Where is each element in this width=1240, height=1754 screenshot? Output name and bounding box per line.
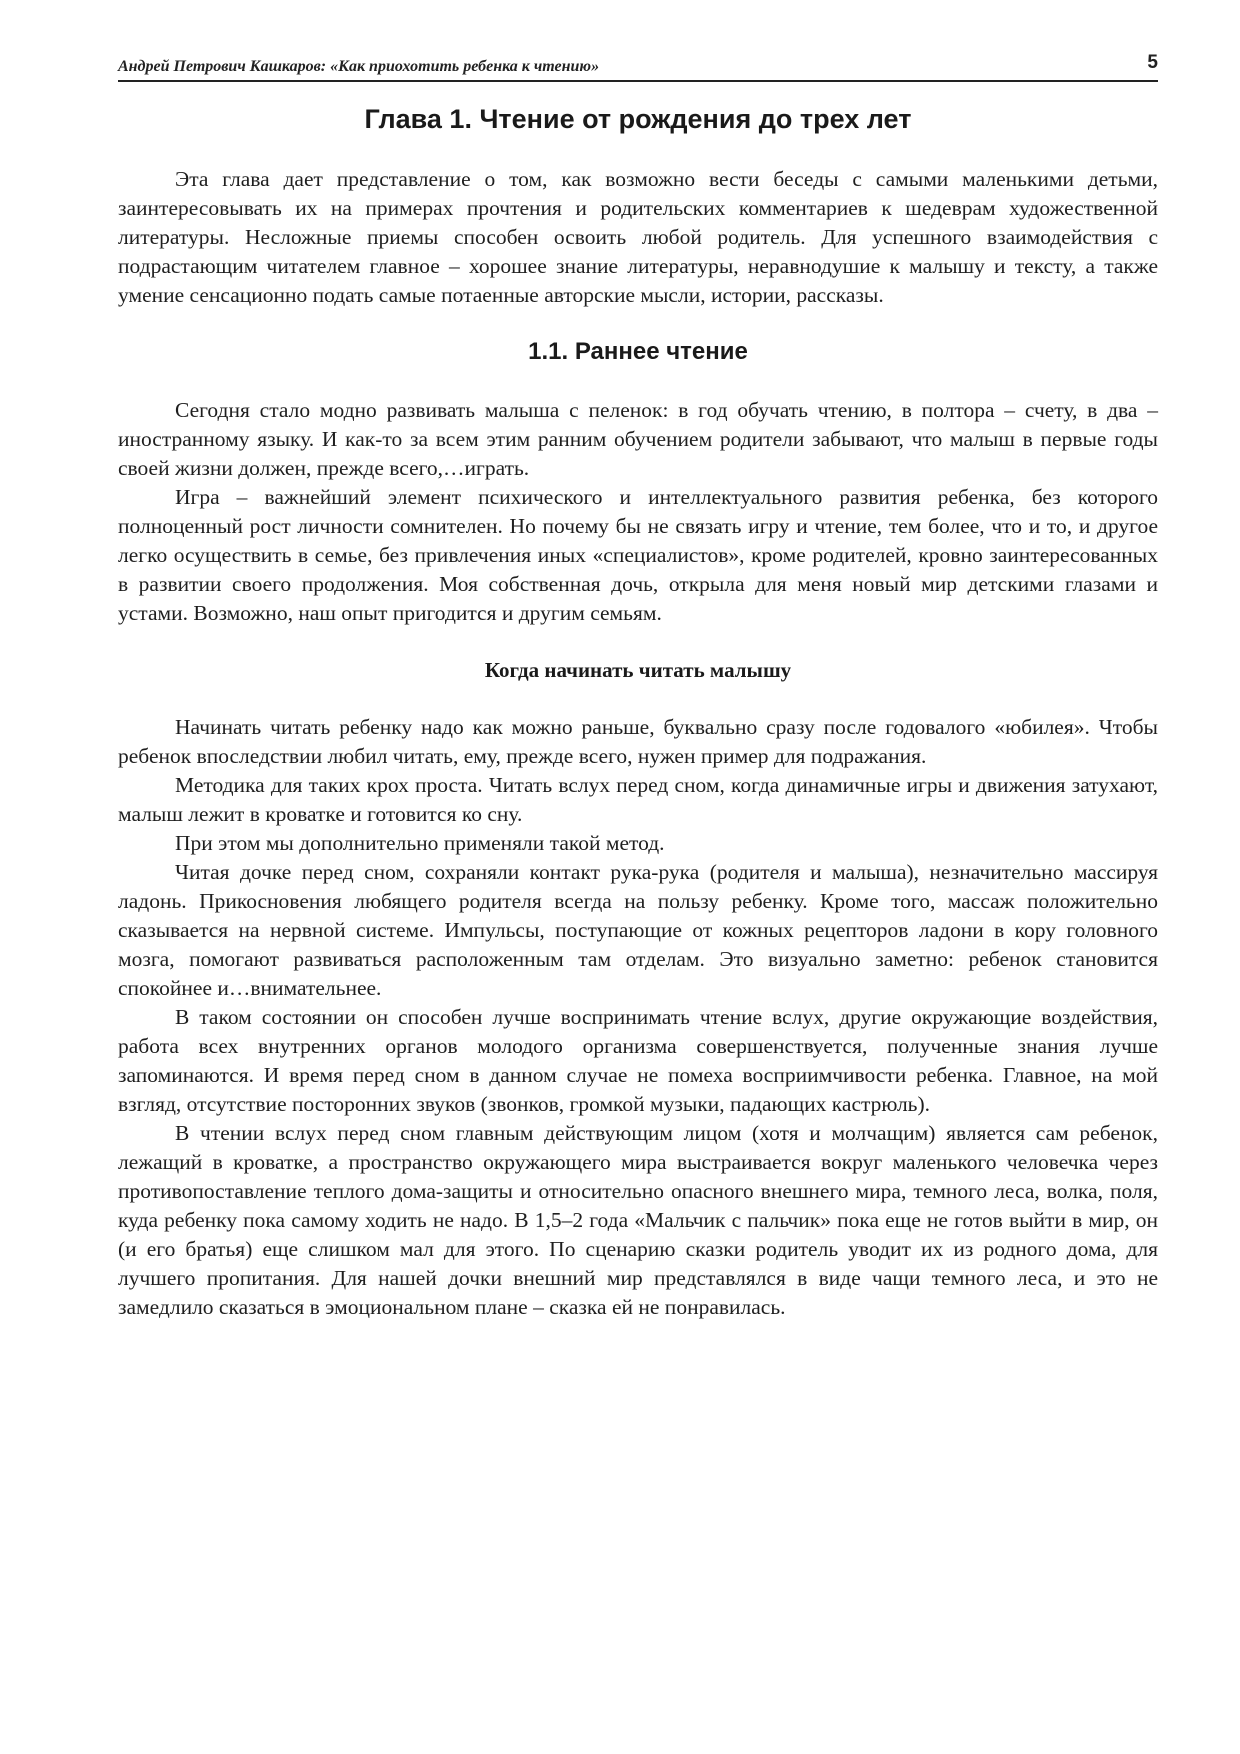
- subsection-title: Когда начинать читать малышу: [484, 658, 792, 682]
- subsection-paragraph: В чтении вслух перед сном главным действующим лицом (хотя и молчащим) является сам ребенок, лежащий в кроватке, а пространство окружающего мира выстраивается вокруг маленького человечка через противопоставление теплого дома-защиты и относительно опасного внешнего мира, темного леса, волка, поля, куда ребенку пока самому ходить не надо. В 1,5–2 года «Мальчик с пальчик» пока еще не готов выйти в мир, он (и его братья) еще слишком мал для этого. По сценарию сказки родитель уводит их из родного дома, для лучшего пропитания. Для нашей дочки внешний мир представлялся в виде чащи темного леса, и это не замедлило сказаться в эмоциональном плане – сказка ей не понравилась.: [118, 1121, 1158, 1319]
- section-title: 1.1. Раннее чтение: [528, 338, 748, 365]
- subsection-paragraph: В таком состоянии он способен лучше воспринимать чтение вслух, другие окружающие воздействия, работа всех внутренних органов молодого организма совершенствуется, полученные знания лучше запоминаются. И время перед сном в данном случае не помеха восприимчивости ребенка. Главное, на мой взгляд, отсутствие посторонних звуков (звонков, громкой музыки, падающих кастрюль).: [118, 1005, 1158, 1116]
- subsection-paragraph: Методика для таких крох проста. Читать вслух перед сном, когда динамичные игры и движения затухают, малыш лежит в кроватке и готовится ко сну.: [118, 773, 1158, 826]
- running-header: [118, 52, 1158, 82]
- subsection-paragraph: Начинать читать ребенку надо как можно раньше, буквально сразу после годовалого «юбилея». Чтобы ребенок впоследствии любил читать, ему, прежде всего, нужен пример для подражания.: [118, 715, 1158, 768]
- chapter-title: Глава 1. Чтение от рождения до трех лет: [364, 104, 912, 134]
- page-content: [118, 104, 1158, 1322]
- chapter-intro-paragraph: Эта глава дает представление о том, как возможно вести беседы с самыми маленькими детьми, заинтересовывать их на примерах прочтения и родительских комментариев к шедеврам художественной литературы. Несложные приемы способен освоить любой родитель. Для успешного взаимодействия с подрастающим читателем главное – хорошее знание литературы, неравнодушие к малышу и тексту, а также умение сенсационно подать самые потаенные авторские мысли, истории, рассказы.: [118, 167, 1158, 307]
- subsection-paragraph: Читая дочке перед сном, сохраняли контакт рука-рука (родителя и малыша), незначительно массируя ладонь. Прикосновения любящего родителя всегда на пользу ребенку. Кроме того, массаж положительно сказывается на нервной системе. Импульсы, поступающие от кожных рецепторов ладони в кору головного мозга, помогают развиваться расположенным там отделам. Это визуально заметно: ребенок становится спокойнее и…внимательнее.: [118, 860, 1158, 1000]
- subsection-paragraph: При этом мы дополнительно применяли такой метод.: [175, 831, 665, 855]
- section-paragraph: Сегодня стало модно развивать малыша с пеленок: в год обучать чтению, в полтора – счету, в два – иностранному языку. И как-то за всем этим ранним обучением родители забывают, что малыш в первые годы своей жизни должен, прежде всего,…играть.: [118, 398, 1158, 480]
- page-number: 5: [1147, 52, 1158, 73]
- running-title: Андрей Петрович Кашкаров: «Как приохотить ребенка к чтению»: [118, 58, 600, 75]
- section-paragraph: Игра – важнейший элемент психического и интеллектуального развития ребенка, без которого полноценный рост личности сомнителен. Но почему бы не связать игру и чтение, тем более, что и то, и другое легко осуществить в семье, без привлечения иных «специалистов», кроме родителей, кровно заинтересованных в развитии своего продолжения. Моя собственная дочь, открыла для меня новый мир детскими глазами и устами. Возможно, наш опыт пригодится и другим семьям.: [118, 485, 1158, 625]
